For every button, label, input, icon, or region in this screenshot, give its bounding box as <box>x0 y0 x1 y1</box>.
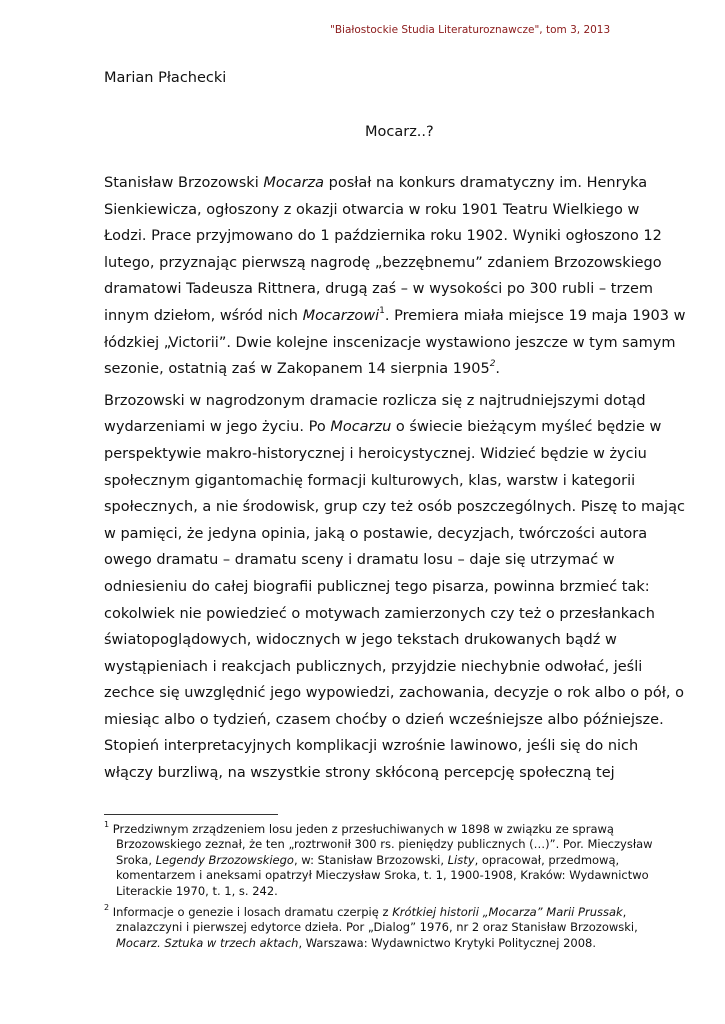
text-line: społecznych, a nie środowisk, grup czy też osób poszczególnych. Piszę to mając <box>104 499 685 516</box>
footnote-line: $^1$ Przedziwnym zrządzeniem losu jeden z przesłuchiwanych w 1898 w związku ze sprawą <box>104 820 614 836</box>
footnote-line: komentarzem i aneksami opatrzył Mieczysław Sroka, t. 1, 1900-1908, Kraków: Wydawnictwo <box>116 868 649 883</box>
author-name: Marian Płachecki <box>104 70 227 86</box>
text-line: sezonie, ostatnią zaś w Zakopanem 14 sierpnia 1905$^2$. <box>104 359 501 378</box>
text-line: łódzkiej „Victorii”. Dwie kolejne inscenizacje wystawiono jeszcze w tym samym <box>104 334 676 351</box>
text-line: włączy burzliwą, na wszystkie strony skłóconą percepcję społeczną tej <box>104 765 615 782</box>
footnote-line: Sroka, Legendy Brzozowskiego, w: Stanisław Brzozowski, Listy, opracował, przedmową, <box>116 852 620 867</box>
text-line: lutego, przyznając pierwszą nagrodę „bezzębnemu” zdaniem Brzozowskiego <box>104 254 662 271</box>
text-line: wystąpieniach i reakcjach publicznych, przyjdzie niechybnie odwołać, jeśli <box>104 658 643 675</box>
footnote-line: Brzozowskiego zeznał, że ten „roztrwonił 300 rs. pieniędzy publicznych (…)”. Por. Mieczysław <box>116 837 653 852</box>
article-title: Mocarz..? <box>365 124 434 140</box>
text-line: Stanisław Brzozowski Mocarza posłał na konkurs dramatyczny im. Henryka <box>104 175 648 191</box>
footnote-line: $^2$ Informacje o genezie i losach dramatu czerpię z Krótkiej historii „Mocarza” Marii Prussak, <box>104 903 627 920</box>
footnote-line: Mocarz. Sztuka w trzech aktach, Warszawa: Wydawnictwo Krytyki Politycznej 2008. <box>116 935 597 950</box>
footnote-number: 1 <box>104 820 110 830</box>
paragraph-1 <box>104 170 698 383</box>
italic-title: Mocarzu <box>330 419 392 436</box>
paragraph-2 <box>104 388 698 787</box>
text-line: perspektywie makro-historycznej i heroicystycznej. Widzieć będzie w życiu <box>104 445 647 462</box>
text-line: dramatowi Tadeusza Rittnera, drugą zaś – w wysokości po 300 rubli – trzem <box>104 281 654 298</box>
footnotes <box>104 822 704 951</box>
footnote-line: znalazczyni i pierwszej edytorce dzieła. Por „Dialog” 1976, nr 2 oraz Stanisław Brzozowski, <box>116 920 638 935</box>
text-line: odniesieniu do całej biografii publicznej tego pisarza, powinna brzmieć tak: <box>104 578 650 595</box>
text-line: w pamięci, że jedyna opinia, jaką o postawie, decyzjach, twórczości autora <box>104 525 648 542</box>
text-line: społecznym gigantomachię formacji kulturowych, klas, warstw i kategorii <box>104 472 636 489</box>
footnote-2 <box>104 905 704 951</box>
text-line: owego dramatu – dramatu sceny i dramatu losu – daje się utrzymać w <box>104 552 615 569</box>
footnote-line: Literackie 1970, t. 1, s. 242. <box>116 883 278 898</box>
text-line: Stopień interpretacyjnych komplikacji wzrośnie lawinowo, jeśli się do nich <box>104 738 639 755</box>
journal-header: "Białostockie Studia Literaturoznawcze", tom 3, 2013 <box>330 24 611 36</box>
footnote-ref-2[interactable]: 2 <box>489 359 496 370</box>
text-line: Łodzi. Prace przyjmowano do 1 października roku 1902. Wyniki ogłoszono 12 <box>104 228 662 245</box>
text-line: zechce się uwzględnić jego wypowiedzi, zachowania, decyzje o rok albo o pół, o <box>104 685 684 702</box>
text-line: cokolwiek nie powiedzieć o motywach zamierzonych czy też o przesłankach <box>104 605 655 622</box>
footnote-ref-1[interactable]: 1 <box>379 306 385 317</box>
footnote-1 <box>104 822 704 899</box>
text-line: miesiąc albo o tydzień, czasem choćby o dzień wcześniejsze albo późniejsze. <box>104 711 664 728</box>
italic-title: Mocarzowi <box>302 307 380 324</box>
footnote-separator <box>104 814 278 815</box>
text-line: Sienkiewicza, ogłoszony z okazji otwarcia w roku 1901 Teatru Wielkiego w <box>104 201 640 218</box>
text-line: światopoglądowych, widocznych w jego tekstach drukowanych bądź w <box>104 632 617 649</box>
text-line: wydarzeniami w jego życiu. Po Mocarzu o świecie bieżącym myśleć będzie w <box>104 419 662 436</box>
footnote-number: 2 <box>104 903 110 913</box>
text-line: Brzozowski w nagrodzonym dramacie rozlicza się z najtrudniejszymi dotąd <box>104 392 646 409</box>
article-body <box>104 170 698 787</box>
italic-title: Mocarza <box>263 175 325 191</box>
text-line: innym dziełom, wśród nich Mocarzowi$^1$. Premiera miała miejsce 19 maja 1903 w <box>104 306 686 324</box>
